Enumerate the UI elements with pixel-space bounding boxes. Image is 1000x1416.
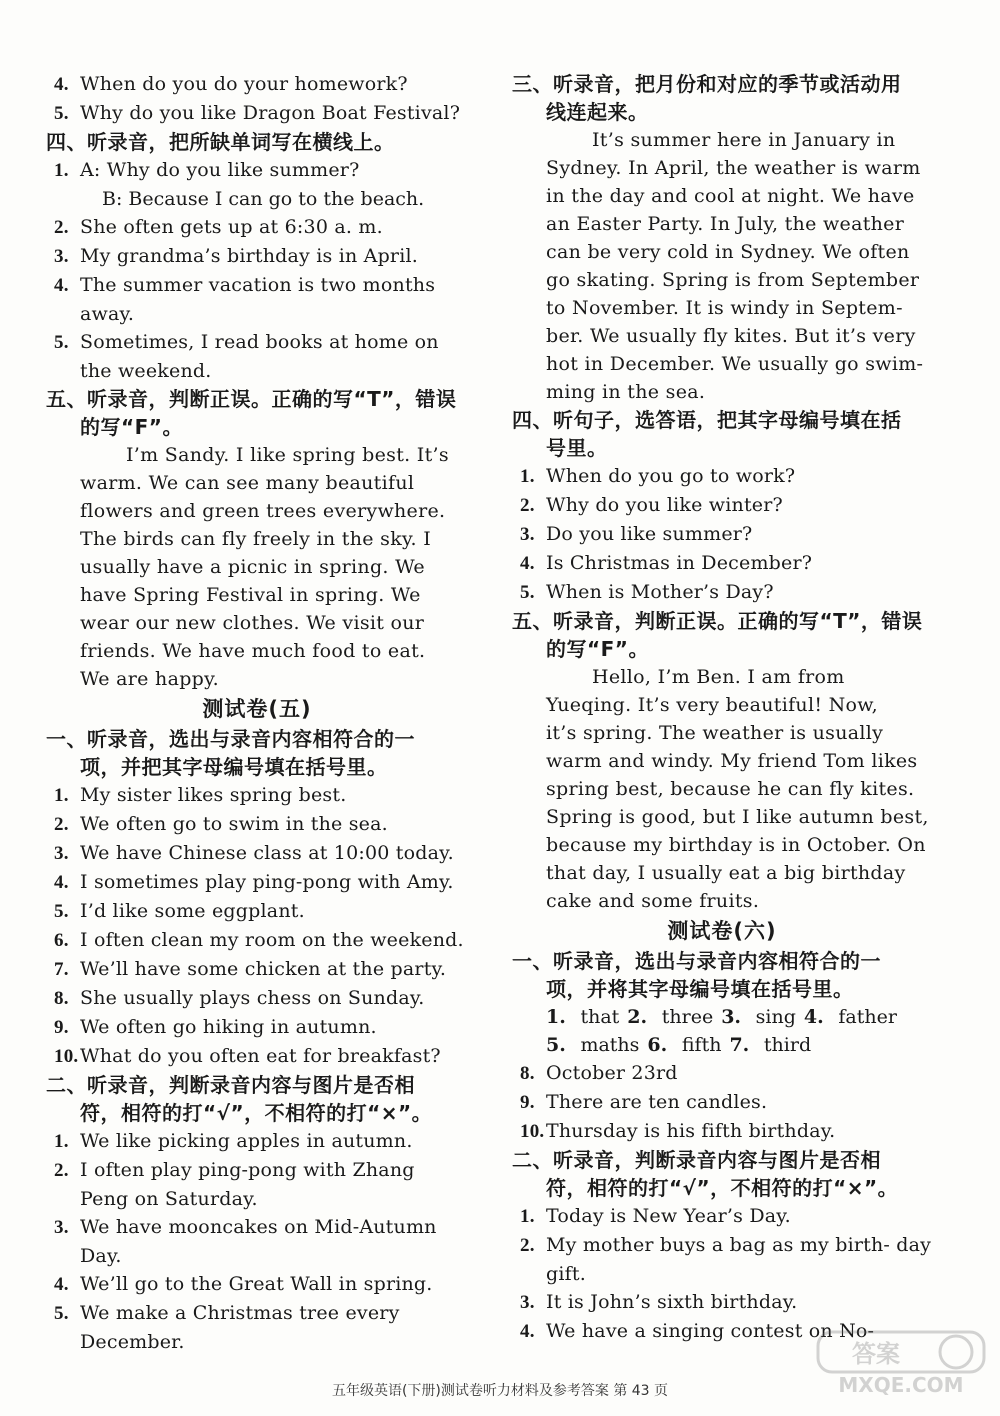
item-text: I often clean my room on the weekend.	[80, 929, 464, 951]
t5-section-2-items	[46, 1127, 468, 1356]
t6-section-1-title-line1: 一、听录音，选出与录音内容相符合的一	[512, 949, 881, 973]
passage-line: The birds can fly freely in the sky. I	[80, 528, 432, 550]
item-number: 4.	[54, 872, 69, 893]
list-item	[512, 1231, 932, 1288]
t5-section-1-items	[46, 781, 468, 1071]
t6-word-row-1	[512, 1003, 932, 1031]
item-number: 2.	[54, 1160, 69, 1181]
item-number: 3.	[721, 1006, 748, 1028]
passage-line: We are happy.	[80, 668, 219, 690]
t6-section-1-items	[512, 1059, 932, 1146]
left-column	[46, 70, 468, 1356]
list-item	[46, 328, 468, 385]
right-section-5-title-line2: 的写“F”。	[546, 637, 649, 661]
item-number: 4.	[520, 553, 535, 574]
passage-line: ming in the sea.	[546, 381, 706, 403]
list-item	[46, 156, 468, 185]
list-item	[46, 955, 468, 984]
item-text: When is Mother’s Day?	[546, 581, 774, 603]
list-item	[46, 1042, 468, 1071]
item-text: father	[838, 1006, 897, 1028]
list-item	[46, 926, 468, 955]
item-text: Today is New Year’s Day.	[546, 1205, 791, 1227]
list-item	[46, 1156, 468, 1213]
t6-section-2-title-line1: 二、听录音，判断录音内容与图片是否相	[512, 1148, 881, 1172]
list-item	[46, 984, 468, 1013]
item-number: 3.	[54, 843, 69, 864]
item-number: 8.	[54, 988, 69, 1009]
list-item	[46, 1127, 468, 1156]
t6-section-2-title	[512, 1146, 932, 1202]
t5-section-1-title-line2: 项，并把其字母编号填在括号里。	[80, 755, 388, 779]
list-item	[46, 242, 468, 271]
item-text: Do you like summer?	[546, 523, 753, 545]
item-text: Why do you like Dragon Boat Festival?	[80, 102, 461, 124]
section-4-items	[46, 156, 468, 385]
item-text: fifth	[681, 1034, 722, 1056]
item-number: 10.	[520, 1121, 545, 1142]
item-number: 5.	[54, 901, 69, 922]
item-number: 6.	[54, 930, 69, 951]
right-section-4-title	[512, 406, 932, 462]
item-text: B: Because I can go to the beach.	[102, 188, 425, 210]
section-5-title-line1: 五、听录音，判断正误。正确的写“T”，错误	[46, 387, 457, 411]
item-number: 4.	[54, 275, 69, 296]
right-section-4-title-line2: 号里。	[546, 436, 608, 460]
passage-line: flowers and green trees everywhere.	[80, 500, 446, 522]
item-number: 6.	[647, 1034, 674, 1056]
item-number: 4.	[803, 1006, 831, 1028]
item-text: When do you do your homework?	[80, 73, 408, 95]
list-item	[512, 520, 932, 549]
t6-section-1-title	[512, 947, 932, 1003]
section-5-title	[46, 385, 468, 441]
item-text: I often play ping-pong with Zhang Peng on Saturday.	[80, 1159, 415, 1210]
passage-line: it’s spring. The weather is usually	[546, 722, 884, 744]
list-item	[512, 491, 932, 520]
item-number: 5.	[54, 103, 69, 124]
item-text: When do you go to work?	[546, 465, 796, 487]
watermark-logo	[816, 1328, 986, 1398]
item-text: We’ll have some chicken at the party.	[80, 958, 447, 980]
t5-section-1-title	[46, 725, 468, 781]
passage-line: spring best, because he can fly kites.	[546, 778, 915, 800]
t6-section-2-title-line2: 符，相符的打“√”，不相符的打“×”。	[546, 1176, 899, 1200]
section-4-title: 四、听录音，把所缺单词写在横线上。	[46, 130, 395, 154]
item-text: We often go to swim in the sea.	[80, 813, 388, 835]
list-item	[46, 897, 468, 926]
passage-line: can be very cold in Sydney. We often	[546, 241, 910, 263]
right-section-4-items	[512, 462, 932, 607]
item-text: We make a Christmas tree every December.	[80, 1302, 400, 1353]
svg-text:答案: 答案	[852, 1340, 900, 1368]
t5-section-2-title-line2: 符，相符的打“√”，不相符的打“×”。	[80, 1101, 433, 1125]
list-item	[46, 839, 468, 868]
item-text: I sometimes play ping-pong with Amy.	[80, 871, 454, 893]
list-item	[46, 70, 468, 99]
item-number: 2.	[54, 814, 69, 835]
section-3-title-line1: 三、听录音，把月份和对应的季节或活动用	[512, 72, 902, 96]
section-5-passage	[46, 441, 468, 693]
passage-line: that day, I usually eat a big birthday	[546, 862, 906, 884]
passage-line: It’s summer here in January in	[592, 129, 896, 151]
right-section-5-title	[512, 607, 932, 663]
item-number: 3.	[54, 1217, 69, 1238]
page-footer: 五年级英语(下册)测试卷听力材料及参考答案 第 43 页	[331, 1383, 669, 1399]
right-column	[512, 70, 932, 1346]
item-text: Why do you like winter?	[546, 494, 783, 516]
t5-section-1-title-line1: 一、听录音，选出与录音内容相符合的一	[46, 727, 415, 751]
list-item	[46, 185, 468, 213]
item-number: 2.	[627, 1006, 654, 1028]
list-item	[46, 1013, 468, 1042]
list-item	[46, 1270, 468, 1299]
item-number: 1.	[520, 1206, 535, 1227]
item-text: A: Why do you like summer?	[80, 159, 360, 181]
item-number: 2.	[54, 217, 69, 238]
item-number: 1.	[54, 785, 69, 806]
passage-line: I’m Sandy. I like spring best. It’s	[126, 444, 449, 466]
item-number: 5.	[546, 1034, 573, 1056]
list-item	[46, 868, 468, 897]
item-text: third	[763, 1034, 812, 1056]
list-item	[512, 1088, 932, 1117]
item-text: maths	[580, 1034, 640, 1056]
continued-items	[46, 70, 468, 128]
item-text: We have Chinese class at 10:00 today.	[80, 842, 454, 864]
item-number: 1.	[546, 1006, 573, 1028]
list-item	[46, 99, 468, 128]
list-item	[512, 462, 932, 491]
passage-line: to November. It is windy in Septem-	[546, 297, 903, 319]
item-number: 5.	[54, 1303, 69, 1324]
item-number: 5.	[54, 332, 69, 353]
svg-text:MXQE.COM: MXQE.COM	[838, 1373, 964, 1397]
item-text: Thursday is his fifth birthday.	[546, 1120, 836, 1142]
item-text: Sometimes, I read books at home on the weekend.	[80, 331, 439, 382]
passage-line: because my birthday is in October. On	[546, 834, 926, 856]
item-number: 1.	[54, 160, 69, 181]
list-item	[46, 213, 468, 242]
item-number: 8.	[520, 1063, 535, 1084]
item-number: 9.	[54, 1017, 69, 1038]
t5-section-2-title-line1: 二、听录音，判断录音内容与图片是否相	[46, 1073, 415, 1097]
test-5-heading: 测试卷(五)	[202, 697, 312, 721]
passage-line: cake and some fruits.	[546, 890, 760, 912]
t5-section-2-title	[46, 1071, 468, 1127]
item-number: 4.	[54, 74, 69, 95]
item-text: We like picking apples in autumn.	[80, 1130, 413, 1152]
item-text: three	[661, 1006, 714, 1028]
item-text: My grandma’s birthday is in April.	[80, 245, 419, 267]
item-number: 7.	[54, 959, 69, 980]
item-text: The summer vacation is two months away.	[80, 274, 436, 325]
item-number: 5.	[520, 582, 535, 603]
item-text: I’d like some eggplant.	[80, 900, 305, 922]
passage-line: in the day and cool at night. We have	[546, 185, 915, 207]
passage-line: go skating. Spring is from September	[546, 269, 920, 291]
test-6-heading: 测试卷(六)	[667, 919, 777, 943]
list-item	[46, 271, 468, 328]
item-text: She often gets up at 6:30 a. m.	[80, 216, 383, 238]
passage-line: hot in December. We usually go swim-	[546, 353, 924, 375]
passage-line: Hello, I’m Ben. I am from	[592, 666, 845, 688]
passage-line: ber. We usually fly kites. But it’s very	[546, 325, 916, 347]
item-number: 3.	[54, 246, 69, 267]
list-item	[512, 1059, 932, 1088]
right-section-4-title-line1: 四、听句子，选答语，把其字母编号填在括	[512, 408, 902, 432]
list-item	[46, 1213, 468, 1270]
passage-line: wear our new clothes. We visit our	[80, 612, 425, 634]
list-item	[512, 549, 932, 578]
item-text: It is John’s sixth birthday.	[546, 1291, 798, 1313]
right-section-5-title-line1: 五、听录音，判断正误。正确的写“T”，错误	[512, 609, 923, 633]
list-item	[512, 578, 932, 607]
passage-line: warm. We can see many beautiful	[80, 472, 415, 494]
item-number: 2.	[520, 495, 535, 516]
item-number: 1.	[54, 1131, 69, 1152]
item-text: October 23rd	[546, 1062, 678, 1084]
item-text: My sister likes spring best.	[80, 784, 347, 806]
passage-line: have Spring Festival in spring. We	[80, 584, 421, 606]
item-number: 9.	[520, 1092, 535, 1113]
item-text: We have mooncakes on Mid-Autumn Day.	[80, 1216, 437, 1267]
item-text: She usually plays chess on Sunday.	[80, 987, 425, 1009]
item-text: We have a singing contest on No-	[546, 1320, 875, 1342]
section-3-title-line2: 线连起来。	[546, 100, 649, 124]
section-5-title-line2: 的写“F”。	[80, 415, 183, 439]
item-number: 3.	[520, 524, 535, 545]
item-number: 10.	[54, 1046, 79, 1067]
item-number: 4.	[520, 1321, 535, 1342]
passage-line: Sydney. In April, the weather is warm	[546, 157, 921, 179]
list-item	[512, 1288, 932, 1317]
passage-line: usually have a picnic in spring. We	[80, 556, 425, 578]
section-3-title	[512, 70, 932, 126]
item-number: 7.	[729, 1034, 756, 1056]
passage-line: friends. We have much food to eat.	[80, 640, 426, 662]
item-text: Is Christmas in December?	[546, 552, 813, 574]
passage-line: Yueqing. It’s very beautiful! Now,	[546, 694, 878, 716]
list-item	[512, 1117, 932, 1146]
item-text: There are ten candles.	[546, 1091, 768, 1113]
item-text: sing	[755, 1006, 796, 1028]
item-text: We’ll go to the Great Wall in spring.	[80, 1273, 433, 1295]
item-number: 2.	[520, 1235, 535, 1256]
right-section-5-passage	[512, 663, 932, 915]
item-text: What do you often eat for breakfast?	[80, 1045, 441, 1067]
list-item	[46, 1299, 468, 1356]
passage-line: an Easter Party. In July, the weather	[546, 213, 905, 235]
t6-section-2-items	[512, 1202, 932, 1346]
item-text: that	[580, 1006, 620, 1028]
list-item	[512, 1202, 932, 1231]
t6-word-row-2	[512, 1031, 932, 1059]
item-text: We often go hiking in autumn.	[80, 1016, 377, 1038]
list-item	[46, 781, 468, 810]
item-number: 4.	[54, 1274, 69, 1295]
item-number: 1.	[520, 466, 535, 487]
t6-section-1-title-line2: 项，并将其字母编号填在括号里。	[546, 977, 854, 1001]
item-number: 3.	[520, 1292, 535, 1313]
passage-line: warm and windy. My friend Tom likes	[546, 750, 918, 772]
section-3-passage	[512, 126, 932, 406]
list-item	[46, 810, 468, 839]
passage-line: Spring is good, but I like autumn best,	[546, 806, 929, 828]
item-text: My mother buys a bag as my birth- day gift.	[546, 1234, 932, 1285]
